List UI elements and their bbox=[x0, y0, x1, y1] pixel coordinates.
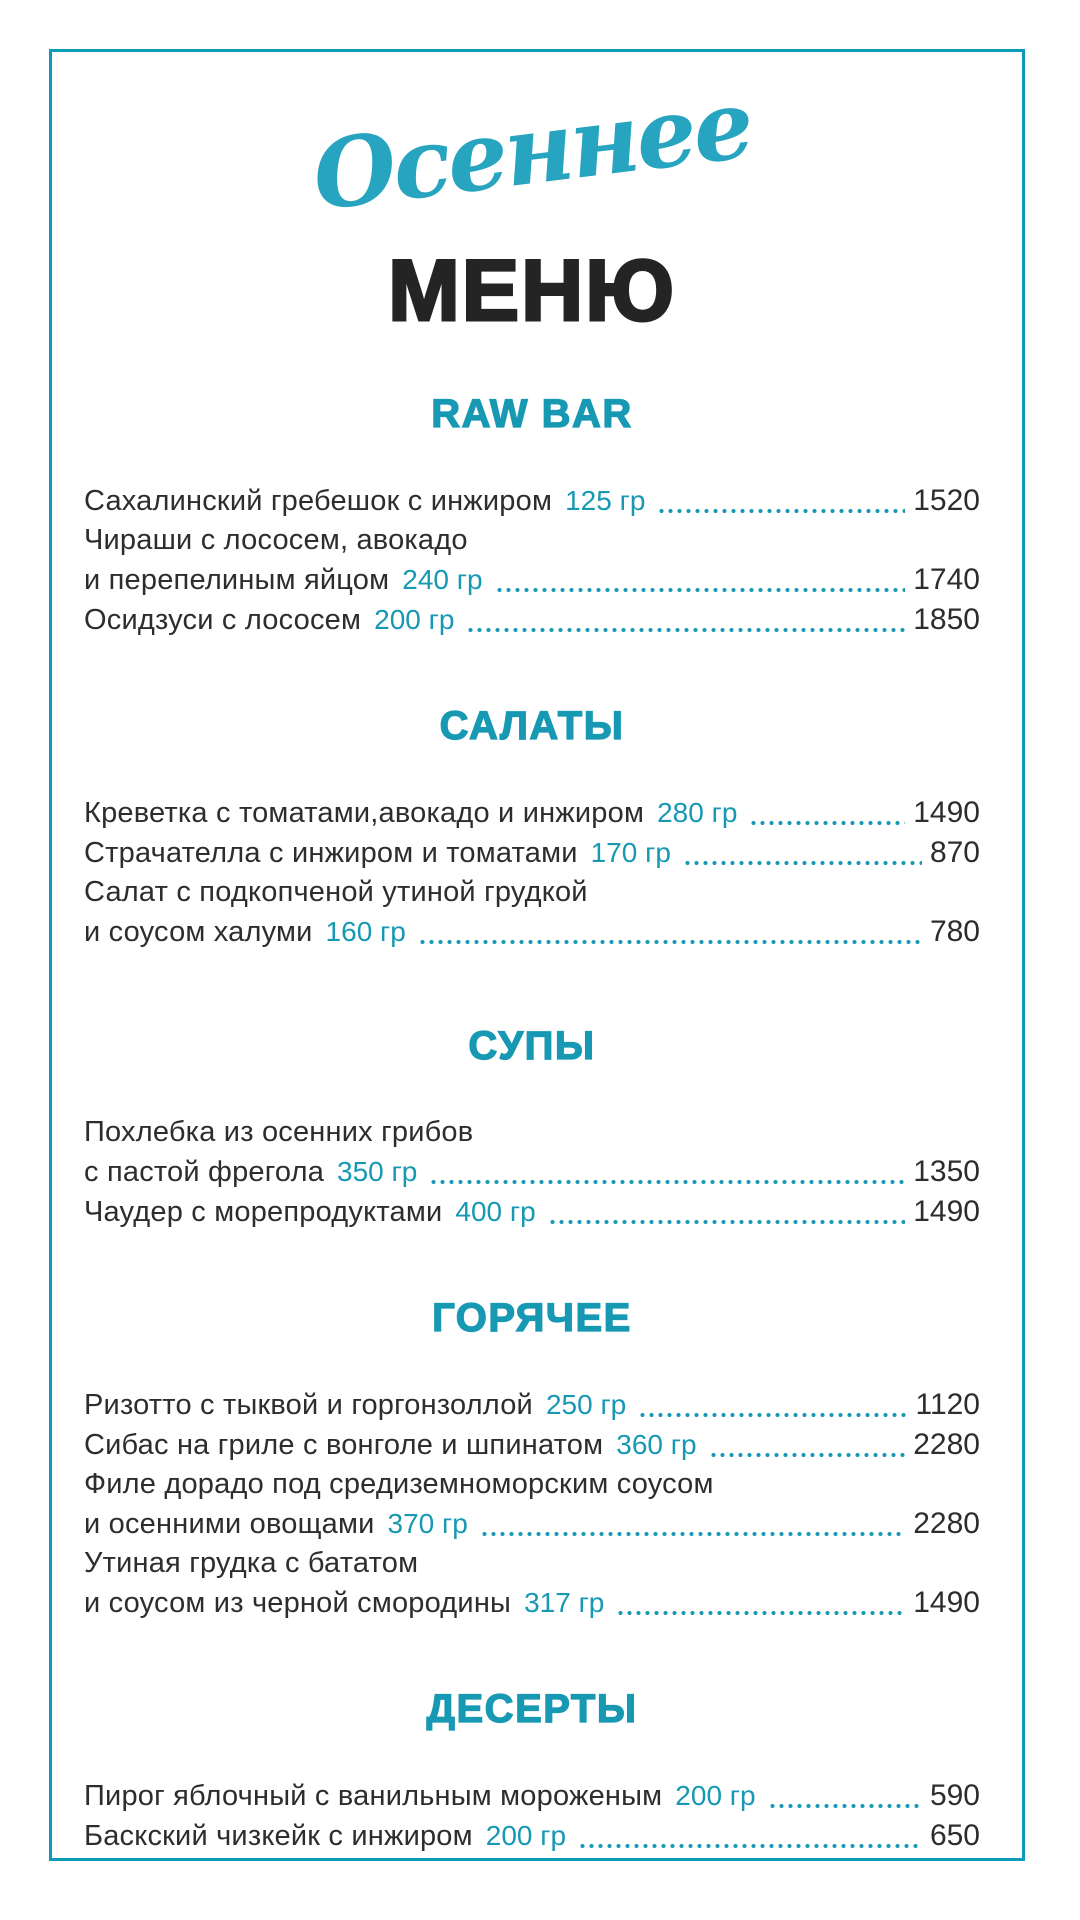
section-items bbox=[84, 481, 980, 640]
dotted-leader bbox=[429, 1177, 905, 1187]
section-items bbox=[84, 1113, 980, 1232]
dish-name: и соусом халуми bbox=[84, 916, 313, 948]
menu-item-line bbox=[84, 873, 980, 912]
menu-item-line bbox=[84, 521, 980, 560]
dish-price: 1520 bbox=[913, 484, 980, 517]
menu-item-line bbox=[84, 1583, 980, 1623]
menu-item-line bbox=[84, 481, 980, 521]
dish-weight: 350 гр bbox=[337, 1156, 418, 1187]
menu-section bbox=[84, 392, 980, 640]
menu-section bbox=[84, 704, 980, 952]
dish-name: Страчателла с инжиром и томатами bbox=[84, 837, 578, 869]
menu-title-word: МЕНЮ bbox=[388, 243, 676, 339]
dish-name: Чираши с лососем, авокадо bbox=[84, 524, 468, 556]
dotted-leader bbox=[709, 1450, 906, 1460]
menu-item-line bbox=[84, 1425, 980, 1465]
dotted-leader bbox=[657, 506, 905, 516]
section-title: СУПЫ bbox=[468, 1024, 596, 1068]
dish-name: Сахалинский гребешок с инжиром bbox=[84, 485, 553, 517]
menu-item-line bbox=[84, 1152, 980, 1192]
dish-price: 1490 bbox=[913, 1586, 980, 1619]
dish-name: Сибас на гриле с вонголе и шпинатом bbox=[84, 1429, 604, 1461]
dish-weight: 240 гр bbox=[402, 564, 483, 595]
menu-item-line bbox=[84, 1113, 980, 1152]
dotted-leader bbox=[578, 1841, 922, 1851]
menu-item-line bbox=[84, 1816, 980, 1856]
dish-price: 1740 bbox=[913, 563, 980, 596]
dish-price: 870 bbox=[929, 836, 980, 869]
menu-item-line bbox=[84, 1544, 980, 1583]
menu-item-line bbox=[84, 1504, 980, 1544]
dish-name: Филе дорадо под средиземноморским соусом bbox=[84, 1468, 714, 1500]
menu-header bbox=[84, 0, 980, 339]
dotted-leader bbox=[638, 1410, 907, 1420]
dish-price: 1120 bbox=[915, 1388, 980, 1421]
dotted-leader bbox=[749, 818, 905, 828]
menu-section bbox=[84, 1024, 980, 1232]
menu-item-line bbox=[84, 833, 980, 873]
dish-name: с пастой фрегола bbox=[84, 1156, 325, 1188]
dish-weight: 370 гр bbox=[387, 1508, 468, 1539]
dish-weight: 280 гр bbox=[657, 797, 738, 828]
section-title: RAW BAR bbox=[431, 392, 633, 436]
menu-section bbox=[84, 1296, 980, 1623]
section-items bbox=[84, 1776, 980, 1856]
menu-title-script: Осеннее bbox=[307, 68, 757, 233]
menu-item-line bbox=[84, 1465, 980, 1504]
dish-name: Утиная грудка с бататом bbox=[84, 1547, 419, 1579]
dish-price: 1850 bbox=[913, 603, 980, 636]
dish-weight: 125 гр bbox=[565, 485, 646, 516]
dish-name: Креветка с томатами,авокадо и инжиром bbox=[84, 797, 645, 829]
dish-weight: 200 гр bbox=[485, 1820, 567, 1851]
dish-weight: 317 гр bbox=[524, 1587, 605, 1618]
dotted-leader bbox=[495, 585, 906, 595]
dish-price: 2280 bbox=[913, 1428, 980, 1461]
menu-sections bbox=[84, 392, 980, 1856]
menu-item-line bbox=[84, 912, 980, 952]
dish-price: 650 bbox=[929, 1819, 980, 1852]
dish-name: Чаудер с морепродуктами bbox=[84, 1196, 443, 1228]
dish-weight: 250 гр bbox=[545, 1389, 627, 1420]
menu-content bbox=[84, 0, 980, 1856]
dish-price: 1490 bbox=[913, 1195, 980, 1228]
dish-price: 780 bbox=[929, 915, 980, 948]
dish-price: 2280 bbox=[913, 1507, 980, 1540]
dish-weight: 400 гр bbox=[455, 1196, 536, 1227]
menu-item-line bbox=[84, 1776, 980, 1816]
menu-item-line bbox=[84, 1385, 980, 1425]
section-items bbox=[84, 1385, 980, 1623]
dish-name: Осидзуси с лососем bbox=[84, 604, 362, 636]
section-items bbox=[84, 793, 980, 952]
dish-name: Пирог яблочный с ванильным мороженым bbox=[84, 1780, 663, 1812]
menu-item-line bbox=[84, 793, 980, 833]
dotted-leader bbox=[418, 937, 922, 947]
dotted-leader bbox=[548, 1217, 906, 1227]
dish-name: и перепелиным яйцом bbox=[84, 564, 390, 596]
dish-name: Ризотто с тыквой и горгонзоллой bbox=[84, 1389, 533, 1421]
dish-weight: 360 гр bbox=[616, 1429, 697, 1460]
dish-weight: 170 гр bbox=[590, 837, 671, 868]
dish-weight: 200 гр bbox=[374, 604, 455, 635]
menu-item-line bbox=[84, 1192, 980, 1232]
dish-price: 1490 bbox=[913, 796, 980, 829]
section-title: САЛАТЫ bbox=[439, 704, 625, 748]
dotted-leader bbox=[480, 1529, 905, 1539]
dotted-leader bbox=[768, 1801, 922, 1811]
dish-weight: 200 гр bbox=[675, 1780, 756, 1811]
dotted-leader bbox=[466, 625, 905, 635]
menu-item-line bbox=[84, 600, 980, 640]
dish-price: 590 bbox=[929, 1779, 980, 1812]
menu-item-line bbox=[84, 560, 980, 600]
dish-weight: 160 гр bbox=[325, 916, 406, 947]
menu-section bbox=[84, 1687, 980, 1856]
section-title: ГОРЯЧЕЕ bbox=[432, 1296, 632, 1340]
dish-name: Баскский чизкейк с инжиром bbox=[84, 1820, 473, 1852]
dish-name: Похлебка из осенних грибов bbox=[84, 1116, 474, 1148]
dish-name: Салат с подкопченой утиной грудкой bbox=[84, 876, 588, 908]
dotted-leader bbox=[616, 1608, 905, 1618]
dish-price: 1350 bbox=[913, 1155, 980, 1188]
dish-name: и осенними овощами bbox=[84, 1508, 375, 1540]
dish-name: и соусом из черной смородины bbox=[84, 1587, 512, 1619]
dotted-leader bbox=[683, 858, 922, 868]
section-title: ДЕСЕРТЫ bbox=[426, 1687, 638, 1731]
